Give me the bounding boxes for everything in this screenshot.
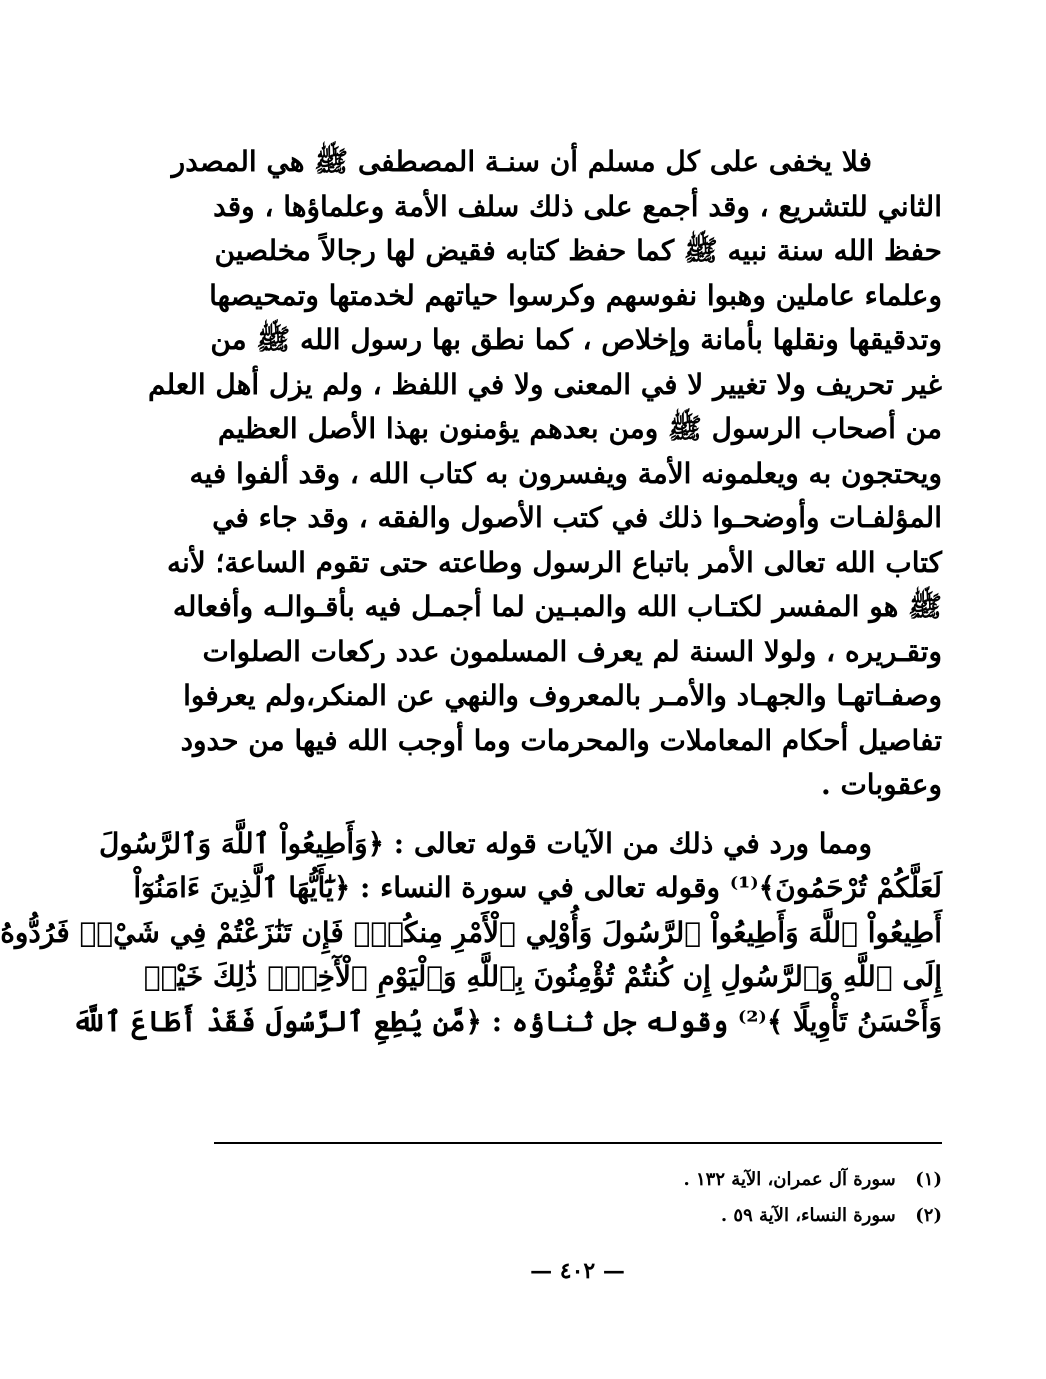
text-line: ومما ورد في ذلك من الآيات قوله تعالى : ﴿وَأَطِيعُواْ ٱللَّهَ وَٱلرَّسُولَ: [98, 826, 872, 860]
text-line: من أصحاب الرسول ﷺ ومن بعدهم يؤمنون بهذا الأصل العظيم: [217, 412, 942, 445]
text-line: وعقوبات .: [820, 768, 942, 801]
text-line: كتاب الله تعالى الأمر باتباع الرسول وطاعته حتى تقوم الساعة؛ لأنه: [166, 545, 942, 579]
page-body: [0, 140, 942, 1044]
text-line: أَطِيعُواْ ٱللَّهَ وَأَطِيعُواْ ٱلرَّسُولَ وَأُوْلِي ٱلْأَمْرِ مِنكُمْۖ فَإِن تَنَٰزَعْتُمْ فِي شَيْءٖ فَرُدُّوهُ: [0, 915, 942, 949]
text-line: وعلماء عاملين وهبوا نفوسهم وكرسوا حياتهم لخدمتها وتمحيصها: [209, 278, 942, 312]
text-line: الثاني للتشريع ، وقد أجمع على ذلك سلف الأمة وعلماؤها ، وقد: [213, 189, 942, 223]
text-line: فلا يخفى على كل مسلم أن سنـة المصطفى ﷺ هي المصدر: [171, 145, 872, 178]
text-line: وصفـاتهـا والجهـاد والأمـر بالمعروف والنهي عن المنكر،ولم يعرفوا: [183, 679, 942, 712]
paragraph-1: [147, 140, 942, 808]
text-line: حفظ الله سنة نبيه ﷺ كما حفظ كتابه فقيض لها رجالاً مخلصين: [214, 234, 942, 267]
text-line: ﷺ هو المفسر لكتـاب الله والمبـين لما أجمـل فيه بأقـوالـه وأفعاله: [172, 590, 942, 623]
footnote-number: (٢): [915, 1205, 942, 1226]
text-line: ويحتجون به ويعلمونه الأمة ويفسرون به كتاب الله ، وقد ألفوا فيه: [189, 456, 942, 490]
footnote-number: (١): [915, 1169, 942, 1190]
footnotes: [214, 1162, 942, 1234]
footnote-text: سورة آل عمران، الآية ١٣٢ .: [683, 1169, 896, 1190]
text-line: غير تحريف ولا تغيير لا في المعنى ولا في اللفظ ، ولم يزل أهل العلم: [147, 367, 942, 401]
paragraph-2: [0, 822, 942, 1045]
text-line: تفاصيل أحكام المعاملات والمحرمات وما أوجب الله فيها من حدود: [180, 723, 942, 757]
text-line: إِلَى ٱللَّهِ وَٱلرَّسُولِ إِن كُنتُمْ تُؤْمِنُونَ بِٱللَّهِ وَٱلْيَوْمِ ٱلْأٓخِرِۚ ذَٰلِكَ خَيْرٞ: [143, 960, 942, 993]
text-line: المؤلفـات وأوضحـوا ذلك في كتب الأصول والفقه ، وقد جاء في: [212, 501, 942, 534]
text-line: وَأَحْسَنُ تَأْوِيلًا ﴾⁽²⁾ وقوله جل ثناؤه : ﴿مَّن يُطِعِ ٱلرَّسُولَ فَقَدْ أَطَاعَ ٱللَّهَ: [72, 1004, 942, 1038]
footnote-text: سورة النساء، الآية ٥٩ .: [720, 1205, 896, 1226]
footnote-divider: [214, 1142, 942, 1144]
footnote-1: [214, 1162, 942, 1198]
text-line: وتدقيقها ونقلها بأمانة وإخلاص ، كما نطق بها رسول الله ﷺ من: [210, 323, 942, 356]
footnote-2: [214, 1198, 942, 1234]
page-number: — ٤٠٢ —: [530, 1258, 625, 1284]
text-line: وتقـريره ، ولولا السنة لم يعرف المسلمون عدد ركعات الصلوات: [202, 634, 942, 668]
text-line: لَعَلَّكُمْ تُرْحَمُونَ﴾⁽¹⁾ وقوله تعالى في سورة النساء : ﴿يَٰٓأَيُّهَا ٱلَّذِينَ ءَامَنُوٓاْ: [133, 871, 942, 904]
